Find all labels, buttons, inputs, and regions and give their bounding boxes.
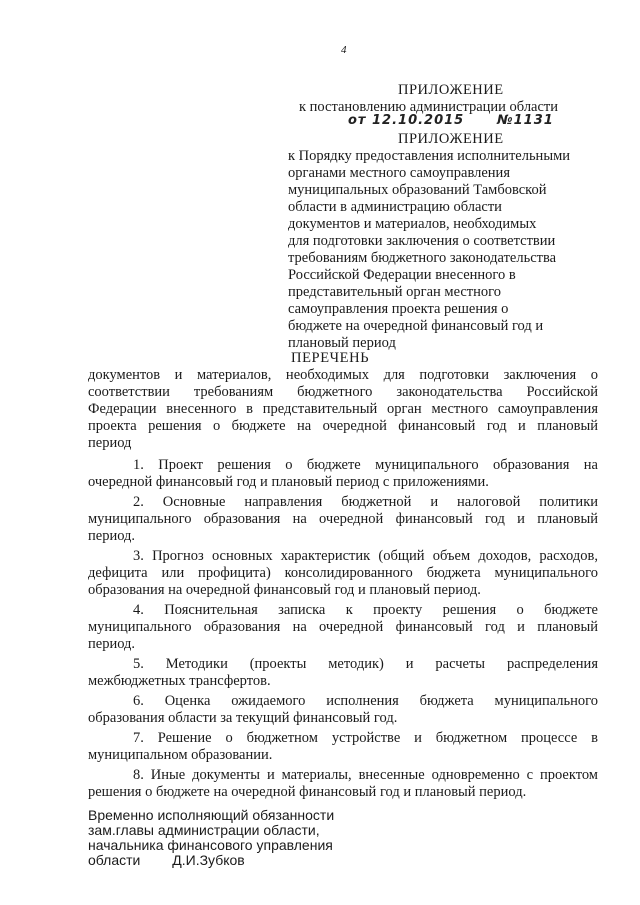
list-item-line: дефицита или профицита) консолидированного бюджета муниципального xyxy=(88,565,598,581)
appendix-2-text xyxy=(288,148,598,352)
appendix-2-line: для подготовки заключения о соответствии xyxy=(288,233,556,249)
appendix-2-line: области в администрацию области xyxy=(288,199,502,215)
list-item-line: муниципальном образовании. xyxy=(88,747,273,763)
list-item-line: муниципального образования на очередной финансовый год и плановый xyxy=(88,619,598,635)
list-item xyxy=(88,656,598,690)
list-subtitle-line: Федерации внесенного в представительный орган местного самоуправления xyxy=(88,401,598,417)
signature-line: начальника финансового управления xyxy=(88,837,333,853)
list-subtitle-line: документов и материалов, необходимых для подготовки заключения о xyxy=(88,367,598,383)
list-item-line: межбюджетных трансфертов. xyxy=(88,673,271,689)
signature-line xyxy=(88,853,388,868)
list-item xyxy=(88,548,598,599)
appendix-2-line: к Порядку предоставления исполнительными xyxy=(288,148,570,164)
list-item-line: период. xyxy=(88,528,136,544)
signature-line: Временно исполняющий обязанности xyxy=(88,807,335,823)
appendix-title-2: ПРИЛОЖЕНИЕ xyxy=(398,131,504,147)
list-subtitle-line: соответствии требованиям бюджетного законодательства Российской xyxy=(88,384,598,400)
list-item-line: 4. Пояснительная записка к проекту решения о бюджете xyxy=(133,602,598,618)
list-item-line: решения о бюджете на очередной финансовый год и плановый период. xyxy=(88,784,527,800)
list-item-line: муниципального образования на очередной финансовый год и плановый xyxy=(88,511,598,527)
appendix-2-line: самоуправления проекта решения о xyxy=(288,301,509,317)
appendix-2-line: органами местного самоуправления xyxy=(288,165,510,181)
appendix-2-line: Российской Федерации внесенного в xyxy=(288,267,516,283)
appendix-title-1: ПРИЛОЖЕНИЕ xyxy=(398,82,504,98)
list-subtitle xyxy=(88,367,598,452)
list-item xyxy=(88,494,598,545)
appendix-2-line: документов и материалов, необходимых xyxy=(288,216,537,232)
list-item xyxy=(88,602,598,653)
list-item-line: 5. Методики (проекты методик) и расчеты распределения xyxy=(133,656,598,672)
list-item-line: 8. Иные документы и материалы, внесенные одновременно с проектом xyxy=(133,767,598,783)
handwritten-date: от 12.10.2015 xyxy=(348,113,465,128)
document-list xyxy=(88,457,598,801)
handwritten-number: №1131 xyxy=(497,113,554,128)
page-number: 4 xyxy=(341,44,347,56)
appendix-2-line: муниципальных образований Тамбовской xyxy=(288,182,547,198)
list-item-line: образования области за текущий финансовый год. xyxy=(88,710,398,726)
signatory-name: Д.И.Зубков xyxy=(172,852,245,868)
list-title: ПЕРЕЧЕНЬ xyxy=(291,350,370,366)
list-item-line: 1. Проект решения о бюджете муниципального образования на xyxy=(133,457,598,473)
list-item-line: 6. Оценка ожидаемого исполнения бюджета муниципального xyxy=(133,693,598,709)
list-item-line: образования на очередной финансовый год и плановый период. xyxy=(88,582,481,598)
list-item xyxy=(88,730,598,764)
appendix-2-line: плановый период xyxy=(288,335,396,351)
list-item xyxy=(88,693,598,727)
signature-block xyxy=(88,808,388,868)
list-item-line: 3. Прогноз основных характеристик (общий объем доходов, расходов, xyxy=(133,548,598,564)
appendix-2-line: бюджете на очередной финансовый год и xyxy=(288,318,544,334)
appendix-2-line: требованиям бюджетного законодательства xyxy=(288,250,557,266)
list-subtitle-line: период xyxy=(88,435,132,451)
list-item-line: период. xyxy=(88,636,136,652)
list-item xyxy=(88,457,598,491)
list-item-line: 2. Основные направления бюджетной и налоговой политики xyxy=(133,494,598,510)
list-item xyxy=(88,767,598,801)
appendix-subtitle-1: к постановлению администрации области xyxy=(299,99,559,115)
appendix-2-line: представительный орган местного xyxy=(288,284,501,300)
list-subtitle-line: проекта решения о бюджете на очередной финансовый год и плановый xyxy=(88,418,598,434)
list-item-line: 7. Решение о бюджетном устройстве и бюджетном процессе в xyxy=(133,730,598,746)
list-item-line: очередной финансовый год и плановый период с приложениями. xyxy=(88,474,489,490)
signature-line-prefix: области xyxy=(88,852,141,868)
signature-line: зам.главы администрации области, xyxy=(88,822,320,838)
